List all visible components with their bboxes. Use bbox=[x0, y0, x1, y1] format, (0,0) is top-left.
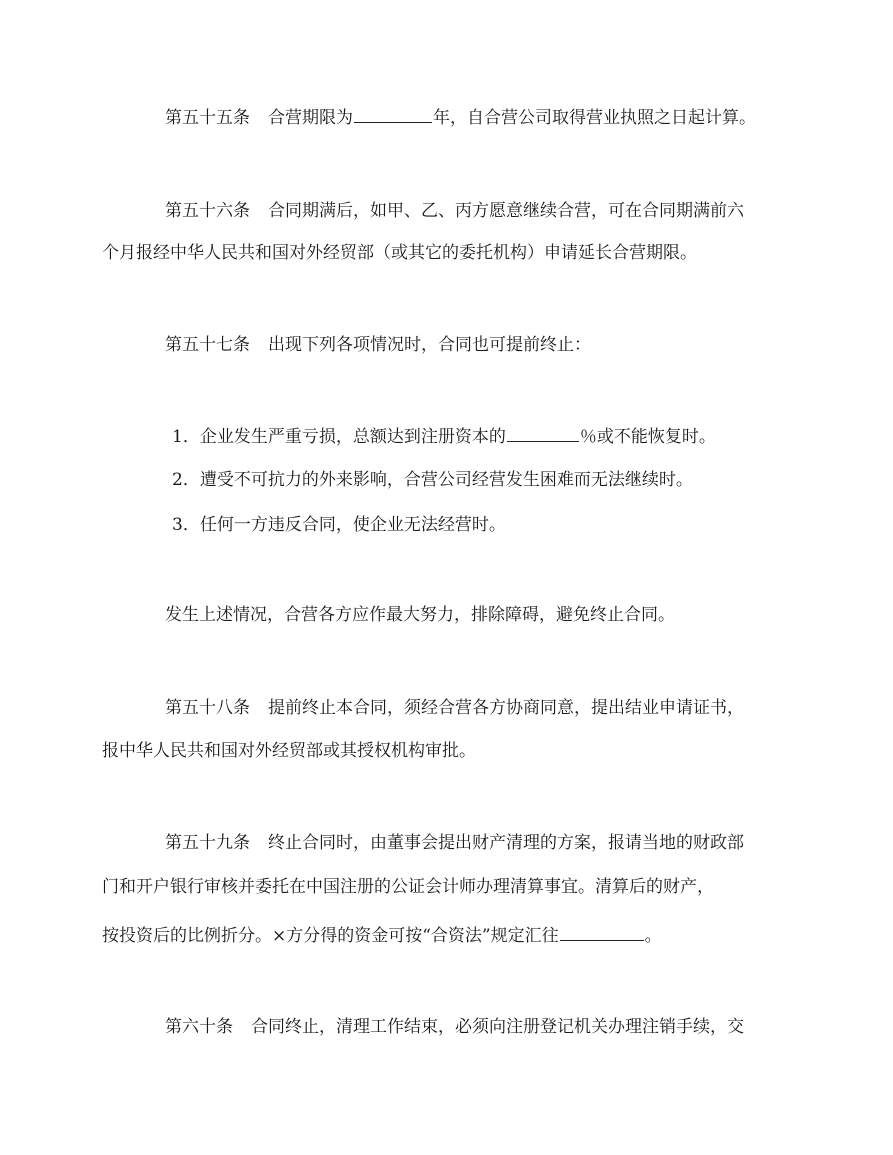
loss-percent-blank bbox=[507, 425, 579, 442]
article-55-text-a: 合营期限为 bbox=[268, 108, 353, 128]
article-60-line-1: 第六十条 合同终止，清理工作结束，必须向注册登记机关办理注销手续，交 bbox=[165, 1017, 744, 1037]
article-58-line-2: 报中华人民共和国对外经贸部或其授权机构审批。 bbox=[102, 741, 476, 761]
article-57-closing: 发生上述情况，合营各方应作最大努力，排除障碍，避免终止合同。 bbox=[165, 605, 675, 625]
item-number: 1． bbox=[172, 427, 200, 447]
item-number: 3． bbox=[172, 515, 200, 535]
item-number: 2． bbox=[172, 470, 200, 490]
article-56-line-2: 个月报经中华人民共和国对外经贸部（或其它的委托机构）申请延长合营期限。 bbox=[102, 243, 697, 263]
article-57-item-1: 1．企业发生严重亏损，总额达到注册资本的 ％或不能恢复时。 bbox=[172, 427, 716, 447]
article-56-label: 第五十六条 bbox=[165, 201, 250, 221]
article-59-line-2: 门和开户银行审核并委托在中国注册的公证会计师办理清算事宜。清算后的财产， bbox=[102, 877, 714, 897]
article-55 bbox=[165, 106, 756, 128]
term-years-blank bbox=[354, 106, 432, 123]
article-58-label: 第五十八条 bbox=[165, 698, 250, 718]
article-59-line-3: 按投资后的比例折分。×方分得的资金可按“合资法”规定汇往 。 bbox=[102, 926, 662, 946]
article-57-item-2: 2．遭受不可抗力的外来影响，合营公司经营发生困难而无法继续时。 bbox=[172, 470, 693, 490]
article-57-label: 第五十七条 bbox=[165, 335, 250, 355]
article-59-label: 第五十九条 bbox=[165, 833, 250, 853]
article-57: 第五十七条 出现下列各项情况时，合同也可提前终止： bbox=[165, 335, 591, 355]
article-55-text-b: 年，自合营公司取得营业执照之日起计算。 bbox=[433, 108, 756, 128]
article-55-label: 第五十五条 bbox=[165, 108, 250, 128]
article-59-line-1: 第五十九条 终止合同时，由董事会提出财产清理的方案，报请当地的财政部 bbox=[165, 833, 744, 853]
article-60-label: 第六十条 bbox=[165, 1017, 233, 1037]
article-58-line-1: 第五十八条 提前终止本合同，须经合营各方协商同意，提出结业申请证书， bbox=[165, 698, 744, 718]
article-57-item-3: 3．任何一方违反合同，使企业无法经营时。 bbox=[172, 515, 506, 535]
remit-destination-blank bbox=[560, 924, 644, 941]
article-56-line-1: 第五十六条 合同期满后，如甲、乙、丙方愿意继续合营，可在合同期满前六 bbox=[165, 201, 744, 221]
